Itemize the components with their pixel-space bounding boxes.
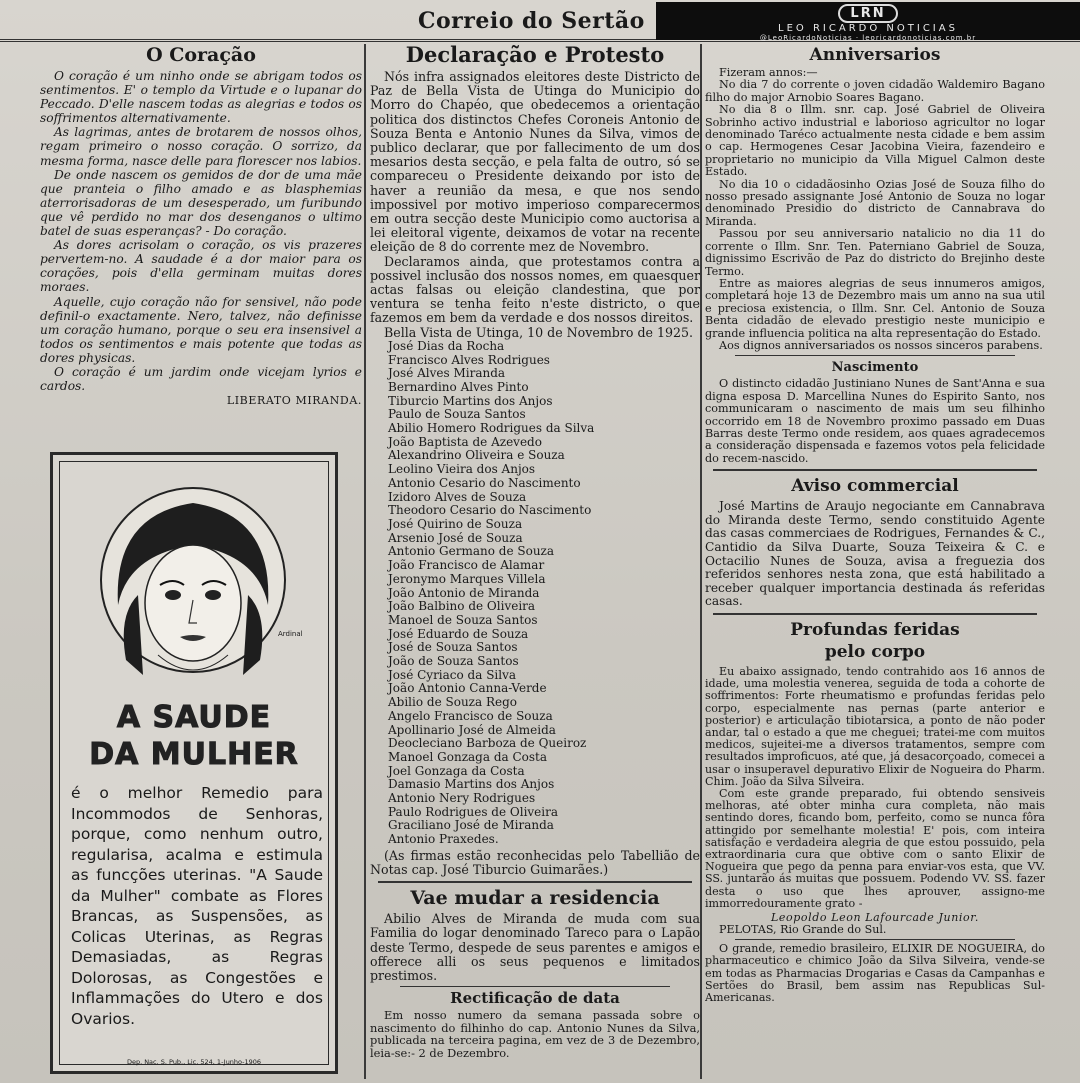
firmas-note: (As firmas estão reconhecidas pelo Tabellião de Notas cap. José Tiburcio Guimarães.) — [370, 847, 700, 878]
signatory-name: Damasio Martins dos Anjos — [388, 777, 555, 792]
signatory-name: Abilio Homero Rodrigues da Silva — [388, 421, 595, 436]
signatory-name: João Antonio Canna-Verde — [388, 681, 547, 696]
article-paragraph: Fizeram annos:— — [719, 66, 818, 79]
signatory-name: Antonio Cesario do Nascimento — [388, 475, 581, 490]
article-paragraph: O distincto cidadão Justiniano Nunes de Sant'Anna e sua digna esposa D. Marcellina Nunes do Espirito Santo, nos communicaram o nascimento de mais um seu filhinho occorrido em 18 de Novembro proximo passado em Duas Barras deste Termo onde residem, aos quaes agradecemos a consideração dispensada e fazemos votos pela felicidade do recem-nascido. — [705, 377, 1045, 465]
ad-title-line2: DA MULHER — [89, 737, 299, 772]
section-divider — [713, 469, 1037, 471]
ad-body-text: é o melhor Remedio para Incommodos de Senhoras, porque, como nenhum outro, regularisa, acalma e estimula as funcções uterinas. "A Saude da Mulher" combate as Flores Brancas, as Suspensões, as Colicas Uterinas, as Regras Demasiadas, as Regras Dolorosas, as Congestões e Inflammações do Utero e dos Ovarios. — [71, 784, 323, 1028]
article-paragraph: Eu abaixo assignado, tendo contrahido aos 16 annos de idade, uma molestia venerea, seguida de toda a cohorte de soffrimentos: Forte rheumatismo e profundas feridas pelo corpo, especialmente nas pernas (parte anterior e posterior) e articulação tibiotarsica, a ponto de não poder andar, tal o estado a que me cheguei; tratei-me com muitos medicos, sujeitei-me a diversos tratamentos, sempre com resultados improficuos, até que, já desacorçoado, comecei a usar o insuperavel depurativo Elixir de Nogueira do Pharm. Chim. João da Silva Silveira. — [705, 664, 1045, 788]
signatory-name: João Balbino de Oliveira — [388, 599, 536, 614]
article-paragraph: O grande, remedio brasileiro, ELIXIR DE NOGUEIRA, do pharmaceutico e chimico João da Silva Silveira, vende-se em todas as Pharmacias Drogarias e Casas da Campanhas e Sertões do Brasil, bem assim nas Republicas Sul-Americanas. — [705, 942, 1045, 1005]
section-divider — [735, 939, 1015, 940]
signatory-name: Antonio Germano de Souza — [388, 544, 555, 559]
article-paragraph: Entre as maiores alegrias de seus innumeros amigos, completará hoje 13 de Dezembro mais um anno na sua util e preciosa existencia, o Illm. Snr. Cel. Antonio de Souza Benta cidadão de elevado prestigio neste municipio e grande influencia politica na alta representação do Estado. — [705, 276, 1045, 340]
signatory-name: João de Souza Santos — [388, 654, 519, 669]
signatory-name: João Antonio de Miranda — [388, 585, 540, 600]
signatory-name: Alexandrino Oliveira e Souza — [388, 448, 565, 463]
article-subtitle: pelo corpo — [824, 641, 926, 662]
column-divider — [364, 44, 366, 1079]
article-paragraph: O coração é um jardim onde vicejam lyrios e cardos. — [40, 364, 362, 394]
signatory-name: Arsenio José de Souza — [388, 530, 523, 545]
watermark-sub: @LeoRicardoNoticias · leoricardonoticias.com.br — [759, 34, 977, 42]
ad-license-footer: Dep. Nac. S. Pub., Lic. 524, 1-Junho-1906 — [126, 1058, 262, 1066]
signatory-name: Izidoro Alves de Souza — [388, 489, 527, 504]
signatory-name: Manoel de Souza Santos — [388, 612, 538, 627]
article-paragraph: No dia 7 do corrente o joven cidadão Waldemiro Bagano filho do major Arnobio Soares Bagano. — [705, 78, 1045, 104]
signatory-name: Leolino Vieira dos Anjos — [388, 462, 536, 477]
signatory-name: João Baptista de Azevedo — [388, 434, 542, 449]
article-paragraph: As dores acrisolam o coração, os vis prazeres pervertem-no. A saudade é a dor maior para os corações, pois d'ella germinam muitas dores moraes. — [40, 238, 362, 295]
testimonial-signature: Leopoldo Leon Lafourcade Junior. — [771, 911, 979, 924]
signatory-name: Graciliano José de Miranda — [388, 818, 554, 833]
watermark-name: LEO RICARDO NOTICIAS — [778, 23, 958, 34]
column-divider — [700, 44, 702, 1079]
signatory-name: José Cyriaco da Silva — [388, 667, 517, 682]
signatories-list — [370, 340, 700, 847]
ad-artist-signature: Ardinal — [278, 630, 303, 638]
article-title: Anniversarios — [809, 45, 941, 65]
watermark-logo: LRN — [838, 4, 897, 23]
article-paragraph: No dia 10 o cidadãosinho Ozias José de Souza filho do nosso presado assignante José Antonio de Souza no logar denominado Presidio do districto de Cannabrava do Miranda. — [705, 177, 1045, 228]
article-title: Aviso commercial — [791, 476, 959, 497]
signatory-name: Angelo Francisco de Souza — [388, 708, 553, 723]
article-paragraph: Declaramos ainda, que protestamos contra a possivel inclusão dos nossos nomes, em quaesquer actas falsas ou eleição clandestina, que por ventura se tenha feito n'este districto, o que fazemos em bem da verdade e dos nossos direitos. — [370, 253, 700, 326]
column-1 — [40, 44, 362, 449]
article-paragraph: José Martins de Araujo negociante em Cannabrava do Miranda deste Termo, sendo constituido Agente das casas commerciaes de Rodrigues, Fernandes & C., Cantidio da Silva Duarte, Souza Teixeira & C. e Octacilio Nunes de Souza, avisa a freguezia dos referidos senhores nesta zona, que está habilitado a receber qualquer importancia destinada ás referidas casas. — [705, 499, 1045, 609]
woman-portrait-illustration — [98, 485, 288, 685]
article-paragraph: Aquelle, cujo coração não for sensivel, não pode definil-o exactamente. Nero, talvez, não definisse um coração humano, porque o seu era insensivel a todos os sentimentos e mais potente que todas as dores physicas. — [40, 294, 362, 365]
column-3 — [705, 44, 1045, 1079]
article-paragraph: O coração é um ninho onde se abrigam todos os sentimentos. E' o templo da Virtude e o lupanar do Peccado. D'elle nascem todas as alegrias e todos os soffrimentos alternativamente. — [40, 69, 362, 126]
signatory-name: José Eduardo de Souza — [388, 626, 529, 641]
article-paragraph: Passou por seu anniversario natalicio no dia 11 do corrente o Illm. Snr. Ten. Paterniano Gabriel de Souza, dignissimo Escrivão de Paz do districto do Brejinho deste Termo. — [705, 227, 1045, 278]
signatory-name: Francisco Alves Rodrigues — [388, 352, 550, 367]
article-title: Rectificação de data — [450, 989, 620, 1008]
testimonial-place: PELOTAS, Rio Grande do Sul. — [719, 923, 887, 936]
article-paragraph: Bella Vista de Utinga, 10 de Novembro de 1925. — [384, 324, 694, 340]
section-divider — [735, 355, 1015, 356]
newspaper-title: Correio do Sertão — [418, 8, 645, 34]
signatory-name: José Quirino de Souza — [388, 517, 523, 531]
article-paragraph: De onde nascem os gemidos de dor de uma mãe que pranteia o filho amado e as blasphemias aterrorisadoras de um desesperado, um furibundo que vê perdido no mar dos desenganos o ultimo batel de suas esperanças? - Do coração. — [40, 167, 362, 239]
section-divider — [378, 881, 692, 883]
advertisement-saude-da-mulher — [50, 452, 338, 1074]
section-divider — [400, 986, 670, 987]
article-title: Nascimento — [831, 360, 919, 376]
masthead — [0, 0, 1080, 42]
signatory-name: Bernardino Alves Pinto — [388, 379, 529, 394]
signatory-name: Antonio Praxedes. — [388, 832, 499, 847]
signatory-name: José de Souza Santos — [388, 640, 518, 655]
signatory-name: José Alves Miranda — [388, 366, 506, 381]
section-divider — [713, 613, 1037, 615]
column-2 — [370, 44, 700, 1079]
article-paragraph: Em nosso numero da semana passada sobre o nascimento do filhinho do cap. Antonio Nunes da Silva, publicada na terceira pagina, em vez de 3 de Dezembro, leia-se:- 2 de Dezembro. — [370, 1008, 700, 1061]
signatory-name: Paulo de Souza Santos — [388, 407, 526, 422]
article-title: O Coração — [146, 44, 256, 66]
signatory-name: Paulo Rodrigues de Oliveira — [388, 804, 559, 819]
article-paragraph: Com este grande preparado, fui obtendo sensiveis melhoras, até obter minha cura completa, não mais sentindo dores, ficando bom, perfeito, como se nunca fôra attingido por semelhante molestia! E' pois, com inteira satisfação e verdadeira alegria de que estou possuido, pela extraordinaria cura que obtive com o santo Elixir de Nogueira que pego da penna para enviar-vos esta, que VV. SS. juntarão ás muitas que possuem. Podendo VV. SS. fazer desta o uso que lhes aprouver, assigno-me immorredouramente grato - — [705, 786, 1045, 910]
signatory-name: Jeronymo Marques Villela — [388, 571, 546, 586]
signatory-name: Deocleciano Barboza de Queiroz — [388, 736, 587, 751]
article-paragraph: Nós infra assignados eleitores deste Districto de Paz de Bella Vista de Utinga do Municipio do Morro do Chapéo, que obedecemos a orientação politica dos distinctos Chefes Coroneis Antonio de Souza Benta e Antonio Nunes da Silva, vimos de publico declarar, que por fallecimento de um dos mesarios desta secção, e pela falta de outro, só se compareceu o Presidente deixando por isto de haver a reunião da mesa, e que nos sendo impossivel por motivo imperioso comparecermos em outra secção deste Municipio como auctorisa a lei eleitoral vigente, deixamos de votar na recente eleição de 8 do corrente mez de Novembro. — [370, 69, 700, 255]
article-paragraph: Abilio Alves de Miranda de muda com sua Familia do logar denominado Tareco para o Lapão deste Termo, despede de seus parentes e amigos e offerece alli os seus pequenos e limitados prestimos. — [370, 911, 700, 984]
signatory-name: Theodoro Cesario do Nascimento — [388, 503, 592, 518]
signatory-name: Manoel Gonzaga da Costa — [388, 749, 548, 764]
article-paragraph: As lagrimas, antes de brotarem de nossos olhos, regam primeiro o nosso coração. O sorrizo, da mesma forma, nasce delle para florescer nos labios. — [40, 125, 362, 168]
watermark-banner — [656, 2, 1080, 40]
article-signature: LIBERATO MIRANDA. — [226, 394, 362, 408]
signatory-name: Abilio de Souza Rego — [388, 695, 518, 710]
article-title: Declaração e Protesto — [405, 44, 665, 67]
signatory-name: Apollinario José de Almeida — [388, 722, 556, 737]
article-paragraph: No dia 8 o Illm. snr. cap. José Gabriel de Oliveira Sobrinho activo industrial e laborioso agricultor no logar denominado Taréco actualmente nesta cidade e bem assim o cap. Hermogenes Cesar Jacobina Vieira, fazendeiro e proprietario no municipio da Villa Miguel Calmon deste Estado. — [705, 103, 1045, 179]
ad-title-line1: A SAUDE — [116, 700, 272, 735]
signatory-name: Joel Gonzaga da Costa — [388, 763, 525, 778]
signatory-name: Antonio Nery Rodrigues — [388, 791, 536, 806]
signatory-name: José Dias da Rocha — [388, 338, 505, 353]
signatory-name: Tiburcio Martins dos Anjos — [388, 393, 553, 408]
article-title: Profundas feridas — [790, 619, 960, 640]
article-paragraph: Aos dignos anniversariados os nossos sinceros parabens. — [719, 338, 1043, 352]
article-title: Vae mudar a residencia — [410, 887, 660, 910]
signatory-name: João Francisco de Alamar — [388, 558, 545, 573]
